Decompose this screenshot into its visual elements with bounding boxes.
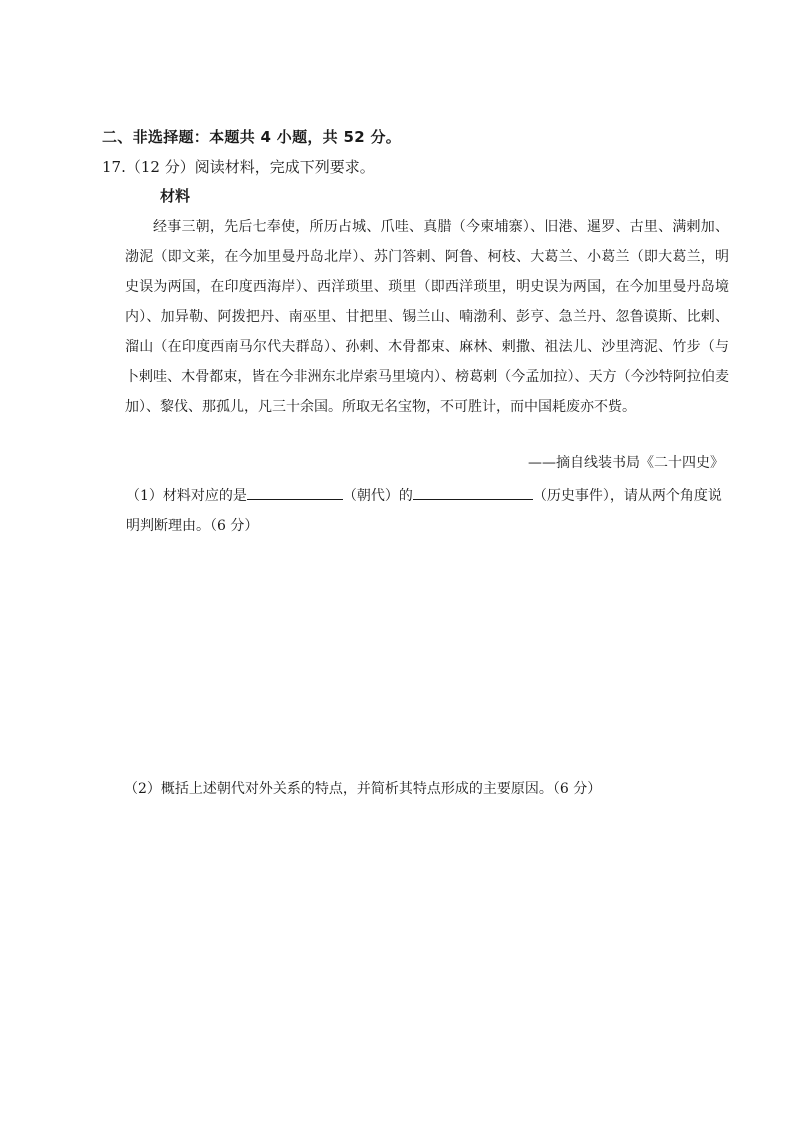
sub-question-1-part-c: （历史事件），请从两个角度说明判断理由。（6 分） — [126, 488, 722, 534]
section-title: 二、非选择题：本题共 4 小题，共 52 分。 — [102, 128, 402, 146]
question-header — [102, 156, 375, 177]
question-instruction: 阅读材料，完成下列要求。 — [194, 158, 375, 176]
sub-question-2 — [124, 774, 728, 804]
material-source: ——摘自线装书局《二十四史》 — [528, 455, 724, 471]
sub-question-1 — [126, 481, 730, 541]
sub-question-2-number: （2） — [124, 781, 161, 797]
question-number: 17.（12 分） — [102, 158, 195, 176]
material-text: 经事三朝，先后七奉使，所历占城、爪哇、真腊（今柬埔寨）、旧港、暹罗、古里、满剌加、渤泥（即文莱，在今加里曼丹岛北岸）、苏门答剌、阿鲁、柯枝、大葛兰、小葛兰（即大葛兰，明史误为两国，在印度西海岸）、西洋琐里、琐里（即西洋琐里，明史误为两国，在今加里曼丹岛境内）、加异勒、阿拨把丹、南巫里、甘把里、锡兰山、喃渤利、彭亨、急兰丹、忽鲁谟斯、比剌、溜山（在印度西南马尔代夫群岛）、孙剌、木骨都束、麻林、剌撒、祖法儿、沙里湾泥、竹步（与卜剌哇、木骨都束，皆在今非洲东北岸索马里境内）、榜葛剌（今孟加拉）、天方（今沙特阿拉伯麦加）、黎伐、那孤儿，凡三十余国。所取无名宝物，不可胜计，而中国耗废亦不赀。 — [125, 219, 729, 415]
sub-question-1-number: （1） — [126, 488, 163, 504]
sub-question-2-text: 概括上述朝代对外关系的特点，并简析其特点形成的主要原因。（6 分） — [160, 781, 602, 797]
dynasty-answer-blank[interactable] — [247, 483, 343, 500]
event-answer-blank[interactable] — [413, 483, 533, 500]
material-label: 材料 — [160, 187, 191, 205]
sub-question-1-part-b: （朝代）的 — [342, 488, 413, 504]
sub-question-1-part-a: 材料对应的是 — [162, 488, 247, 504]
